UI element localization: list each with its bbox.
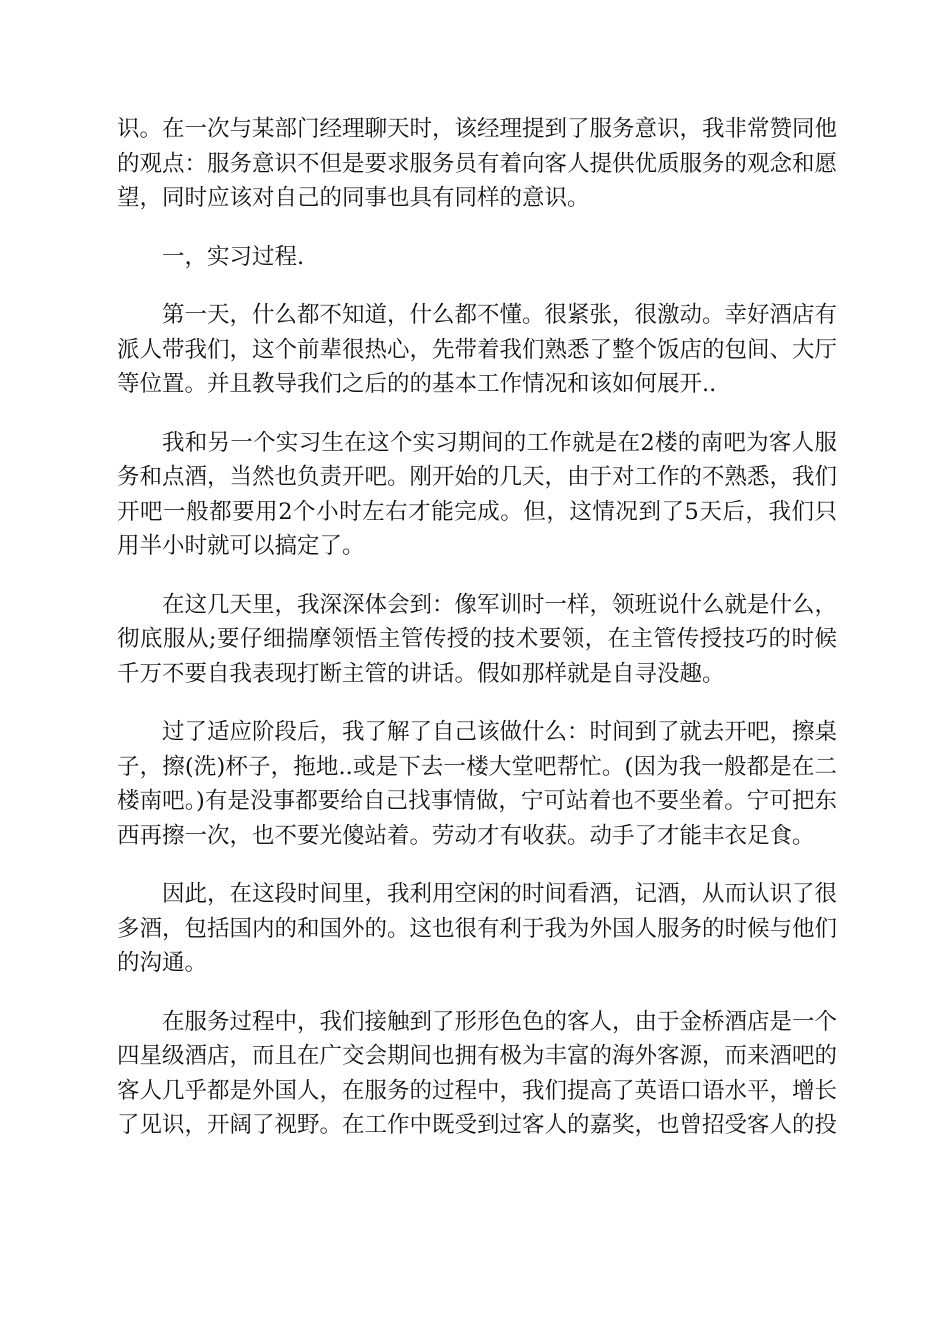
paragraph-continuation: 识。在一次与某部门经理聊天时，该经理提到了服务意识，我非常赞同他的观点：服务意识不但是要求服务员有着向客人提供优质服务的观念和愿望，同时应该对自己的同事也具有同样的意识。 [117, 116, 838, 211]
paragraph-daily-duties: 过了适应阶段后，我了解了自己该做什么：时间到了就去开吧，擦桌子，擦(洗)杯子，拖地..或是下去一楼大堂吧帮忙。(因为我一般都是在二楼南吧。)有是没事都要给自己找事情做，宁可站着也不要坐着。宁可把东西再擦一次，也不要光傻站着。劳动才有收获。动手了才能丰衣足食。 [117, 719, 838, 849]
paragraph-first-day: 第一天，什么都不知道，什么都不懂。很紧张，很激动。幸好酒店有派人带我们，这个前辈很热心，先带着我们熟悉了整个饭店的包间、大厅等位置。并且教导我们之后的的基本工作情况和该如何展开.. [117, 302, 838, 397]
paragraph-lessons-learned: 在这几天里，我深深体会到：像军训时一样，领班说什么就是什么，彻底服从;要仔细揣摩领悟主管传授的技术要领，在主管传授技巧的时候千万不要自我表现打断主管的讲话。假如那样就是自寻没趣。 [117, 591, 838, 687]
document-body [117, 112, 837, 1167]
paragraph-south-bar-work: 我和另一个实习生在这个实习期间的工作就是在2楼的南吧为客人服务和点酒，当然也负责开吧。刚开始的几天，由于对工作的不熟悉，我们开吧一般都要用2个小时左右才能完成。但，这情况到了5天后，我们只用半小时就可以搞定了。 [117, 429, 838, 559]
paragraph-learning-wines: 因此，在这段时间里，我利用空闲的时间看酒，记酒，从而认识了很多酒，包括国内的和国外的。这也很有利于我为外国人服务的时候与他们的沟通。 [117, 881, 838, 976]
section-heading-internship-process: 一，实习过程. [162, 243, 305, 270]
paragraph-serving-guests: 在服务过程中，我们接触到了形形色色的客人，由于金桥酒店是一个四星级酒店，而且在广交会期间也拥有极为丰富的海外客源，而来酒吧的客人几乎都是外国人，在服务的过程中，我们提高了英语口语水平，增长了见识，开阔了视野。在工作中既受到过客人的嘉奖，也曾招受客人的投 [117, 1008, 838, 1138]
